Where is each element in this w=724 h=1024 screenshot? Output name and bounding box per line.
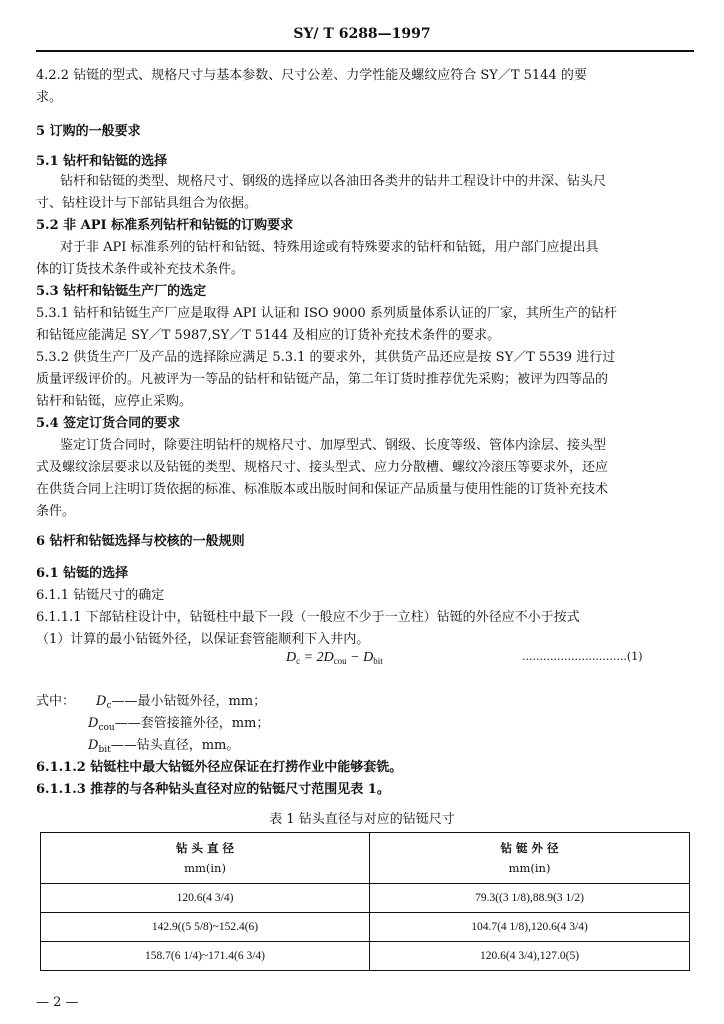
page-number: — 2 — bbox=[36, 995, 79, 1010]
section-5-4-heading: 5.4 签定订货合同的要求 bbox=[36, 416, 181, 431]
para-5-4-b: 式及螺纹涂层要求以及钻铤的类型、规格尺寸、接头型式、应力分散槽、螺纹冷滚压等要求外，还应 bbox=[36, 460, 609, 475]
para-5-2-a: 对于非 API 标准系列的钻杆和钻铤、特殊用途或有特殊要求的钻杆和钻铤，用户部门应提出具 bbox=[60, 240, 599, 255]
para-5-3-2-a: 5.3.2 供货生产厂及产品的选择除应满足 5.3.1 的要求外，其供货产品还应是按 SY／T 5539 进行过 bbox=[36, 350, 616, 365]
table-cell: 158.7(6 1/4)~171.4(6 3/4) bbox=[41, 942, 370, 971]
section-5-2-heading: 5.2 非 API 标准系列钻杆和钻铤的订购要求 bbox=[36, 218, 294, 233]
table-header-row bbox=[41, 833, 690, 884]
table-row bbox=[41, 884, 690, 913]
def-dcou: $D_{cou}——$套管接箍外径，mm； bbox=[88, 716, 270, 733]
section-6-1-heading: 6.1 钻铤的选择 bbox=[36, 566, 129, 581]
table-cell: 79.3((3 1/8),88.9(3 1/2) bbox=[370, 884, 690, 913]
header-rule bbox=[36, 50, 694, 52]
para-5-2-b: 体的订货技术条件或补充技术条件。 bbox=[36, 262, 245, 277]
def-dbit: $D_{bit}——$钻头直径，mm。 bbox=[88, 738, 240, 755]
para-6-1-1-2: 6.1.1.2 钻铤柱中最大钻铤外径应保证在打捞作业中能够套铣。 bbox=[36, 760, 403, 775]
table-cell: 120.6(4 3/4),127.0(5) bbox=[370, 942, 690, 971]
para-5-1-b: 寸、钻柱设计与下部钻具组合为依据。 bbox=[36, 196, 258, 211]
where-label: 式中： bbox=[36, 694, 76, 709]
para-6-1-1-1-a: 6.1.1.1 下部钻柱设计中，钻铤柱中最下一段（一般应不少于一立柱）钻铤的外径应不小于按式 bbox=[36, 610, 580, 625]
table-row bbox=[41, 942, 690, 971]
table-cell: 120.6(4 3/4) bbox=[41, 884, 370, 913]
header-bit-diameter: 钻 头 直 径 mm(in) bbox=[41, 833, 370, 884]
table-caption: 表 1 钻头直径与对应的钻铤尺寸 bbox=[269, 812, 455, 827]
section-5-heading: 5 订购的一般要求 bbox=[36, 124, 141, 139]
para-5-4-a: 鉴定订货合同时，除要注明钻杆的规格尺寸、加厚型式、钢级、长度等级、管体内涂层、接头型 bbox=[60, 438, 607, 453]
drill-collar-table bbox=[40, 832, 690, 971]
para-5-3-2-c: 钻杆和钻铤，应停止采购。 bbox=[36, 394, 193, 409]
section-5-1-heading: 5.1 钻杆和钻铤的选择 bbox=[36, 154, 168, 169]
formula-1: $D_c = 2D_{cou} - D_{bit}$ bbox=[286, 650, 383, 666]
clause-4-2-2: 4.2.2 钻铤的型式、规格尺寸与基本参数、尺寸公差、力学性能及螺纹应符合 SY／T 5144 的要 bbox=[36, 68, 587, 83]
standard-header: SY/ T 6288—1997 bbox=[293, 26, 431, 42]
table-row bbox=[41, 913, 690, 942]
header-collar-od: 钻 铤 外 径 mm(in) bbox=[370, 833, 690, 884]
para-5-4-c: 在供货合同上注明订货依据的标准、标准版本或出版时间和保证产品质量与使用性能的订货补充技术 bbox=[36, 482, 609, 497]
clause-4-2-2-cont: 求。 bbox=[36, 90, 63, 105]
def-dc: $D_c——$最小钻铤外径，mm； bbox=[96, 694, 267, 711]
para-6-1-1-3: 6.1.1.3 推荐的与各种钻头直径对应的钻铤尺寸范围见表 1。 bbox=[36, 782, 390, 797]
para-6-1-1-1-b: （1）计算的最小钻铤外径，以保证套管能顺利下入井内。 bbox=[36, 632, 370, 647]
formula-number: ..............................(1) bbox=[522, 650, 643, 663]
section-6-1-1-heading: 6.1.1 钻铤尺寸的确定 bbox=[36, 588, 165, 603]
para-5-1-a: 钻杆和钻铤的类型、规格尺寸、钢级的选择应以各油田各类井的钻井工程设计中的井深、钻头尺 bbox=[60, 174, 607, 189]
section-5-3-heading: 5.3 钻杆和钻铤生产厂的选定 bbox=[36, 284, 207, 299]
section-6-heading: 6 钻杆和钻铤选择与校核的一般规则 bbox=[36, 534, 245, 549]
para-5-3-1-b: 和钻铤应能满足 SY／T 5987,SY／T 5144 及相应的订货补充技术条件的要求。 bbox=[36, 328, 501, 343]
table-cell: 142.9((5 5/8)~152.4(6) bbox=[41, 913, 370, 942]
table-cell: 104.7(4 1/8),120.6(4 3/4) bbox=[370, 913, 690, 942]
para-5-4-d: 条件。 bbox=[36, 504, 76, 519]
para-5-3-1-a: 5.3.1 钻杆和钻铤生产厂应是取得 API 认证和 ISO 9000 系列质量体系认证的厂家，其所生产的钻杆 bbox=[36, 306, 617, 321]
para-5-3-2-b: 质量评级评价的。凡被评为一等品的钻杆和钻铤产品，第二年订货时推荐优先采购；被评为四等品的 bbox=[36, 372, 609, 387]
